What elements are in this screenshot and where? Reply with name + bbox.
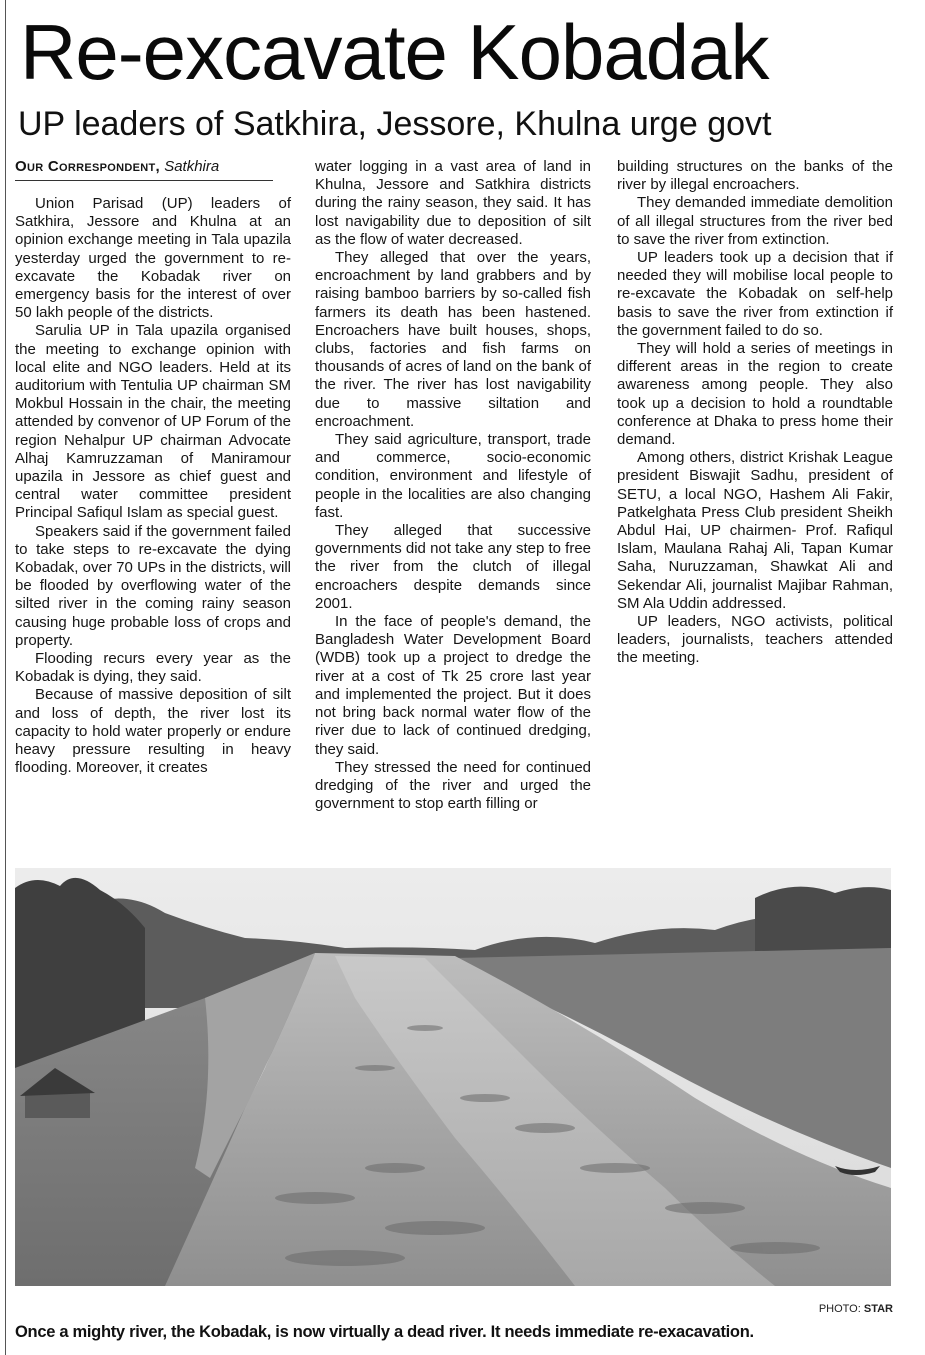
paragraph: Union Parisad (UP) leaders of Satkhira, Jessore and Khulna at an opinion exchange meeting in Tala upazila yesterday urged the government to re-excavate the Kobadak river on emergency basis for the interest of over 50 lakh people of the districts. [15,195,291,322]
headline: Re-excavate Kobadak [20,8,769,96]
paragraph-continued: water logging in a vast area of land in Khulna, Jessore and Satkhira districts during the rainy season, they said. It has lost navigability due to deposition of silt as the flow of water decreased. [315,158,591,248]
paragraph: Because of massive deposition of silt and loss of depth, the river lost its capacity to hold water properly or endure heavy pressure resulting in heavy flooding. Moreover, it creates [15,686,291,777]
byline-location: Satkhira [164,158,220,175]
paragraph-continued: building structures on the banks of the river by illegal encroachers. [617,158,893,194]
river-photo-illustration [15,868,891,1286]
paragraph: Flooding recurs every year as the Kobadak is dying, they said. [15,650,291,686]
article-column-2 [315,158,591,813]
paragraph: They demanded immediate demolition of all illegal structures from the river bed to save the river from extinction. [617,194,893,248]
article-column-3 [617,158,893,668]
subheadline: UP leaders of Satkhira, Jessore, Khulna urge govt [18,105,772,143]
paragraph: Speakers said if the government failed to take steps to re-excavate the dying Kobadak, over 70 UPs in the districts, will be flooded by overflowing water of the silted river in the coming rainy season causing huge probable loss of crops and property. [15,522,291,649]
paragraph: They stressed the need for continued dredging of the river and urged the government to stop earth filling or [315,758,591,813]
paragraph: They will hold a series of meetings in different areas in the region to create awareness among people. They also took up a decision to hold a roundtable conference at Dhaka to press home their demand. [617,340,893,449]
paragraph: Among others, district Krishak League president Biswajit Sadhu, president of SETU, a local NGO, Hashem Ali Fakir, Patkelghata Press Club president Sheikh Abdul Hai, UP chairmen- Prof. Rafiqul Islam, Maulana Rahaj Ali, Tapan Kumar Saha, Nuruzzaman, Shawkat Ali and Sekendar Ali, journalist Majibar Rahman, SM Ala Uddin addressed. [617,449,893,612]
byline-name: Our Correspondent, [15,158,161,175]
paragraph: UP leaders, NGO activists, political leaders, journalists, teachers attended the meeting. [617,613,893,667]
photo-credit-label: PHOTO: [818,1303,861,1315]
paragraph: Sarulia UP in Tala upazila organised the meeting to exchange opinion with local elite and NGO leaders. Held at its auditorium with Tentulia UP chairman SM Mokbul Hossain in the chair, the meeting attended by convenor of UP Forum of the region Nehalpur UP chairman Advocate Alhaj Kamruzzaman of Maniramour upazila in Jessore as chief guest and central water committee president Principal Safiqul Islam as special guest. [15,322,291,522]
column-rule [5,0,6,1355]
photo-caption: Once a mighty river, the Kobadak, is now virtually a dead river. It needs immediate re-exacavation. [15,1323,754,1341]
paragraph: In the face of people's demand, the Bangladesh Water Development Board (WDB) took up a project to dredge the river at a cost of Tk 25 crore last year and implemented the project. But it does not bring back normal water flow of the river due to lack of continued dredging, they said. [315,613,591,758]
paragraph: They said agriculture, transport, trade and commerce, socio-economic condition, environment and lifestyle of people in the localities are also changing fast. [315,431,591,521]
paragraph: UP leaders took up a decision that if needed they will mobilise local people to re-excavate the Kobadak on self-help basis to save the river from extinction if the government failed to do so. [617,249,893,339]
byline [15,158,273,181]
photo-credit-source: STAR [863,1303,893,1315]
photo-credit [819,1302,893,1316]
paragraph: They alleged that over the years, encroachment by land grabbers and by raising bamboo barriers by so-called fish farmers its death has been hastened. Encroachers have built houses, shops, clubs, factories and fish farms on thousands of acres of land on the bank of the river. The river has lost navigability due to massive siltation and encroachment. [315,249,591,430]
river-photo [15,868,891,1286]
paragraph: They alleged that successive governments did not take any step to free the river from the clutch of illegal encroachers despite demands since 2001. [315,522,591,612]
article-column-1 [15,158,291,778]
